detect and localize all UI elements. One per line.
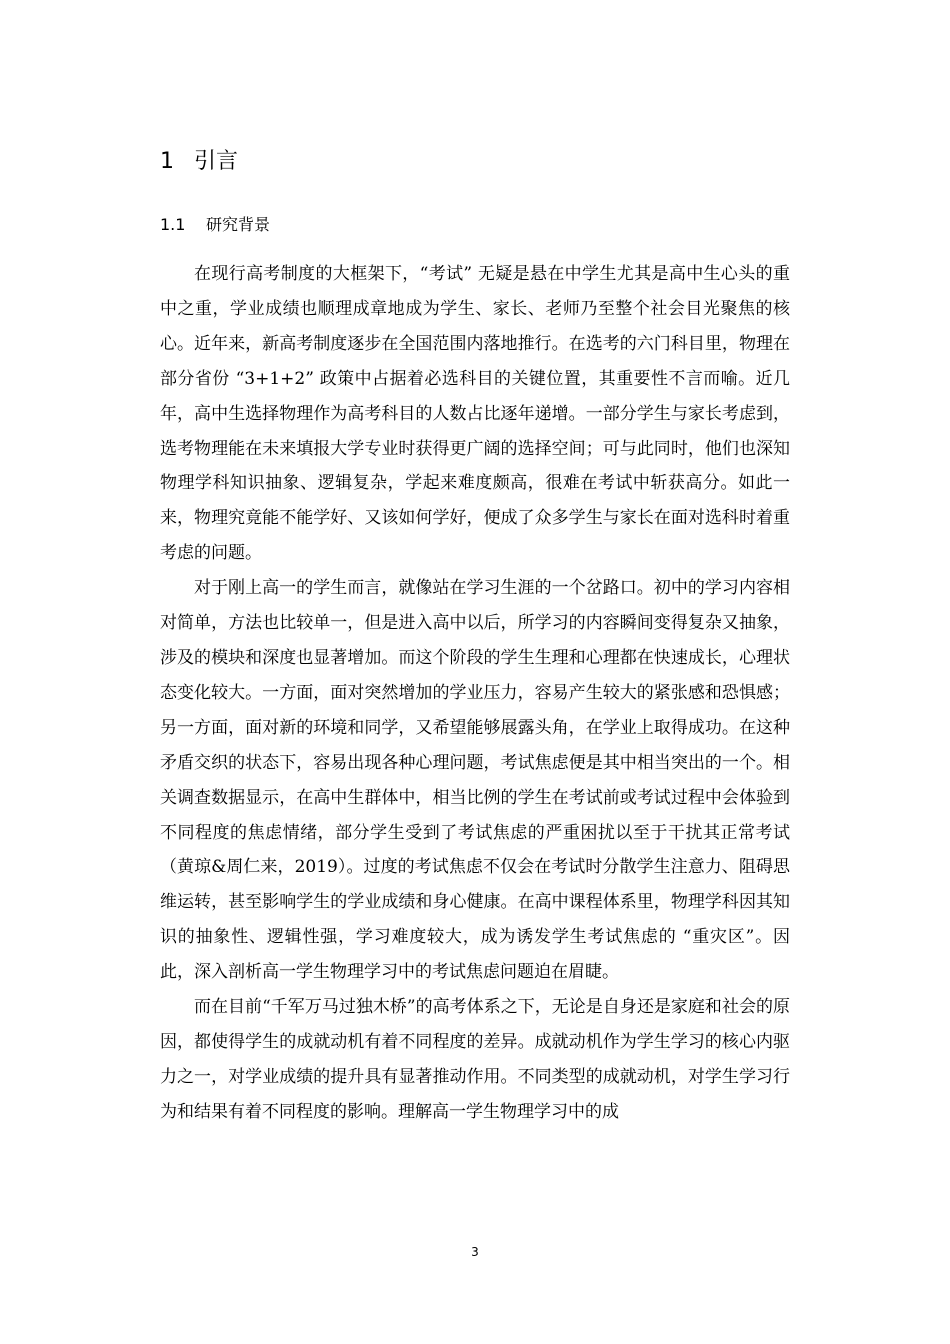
section-heading bbox=[160, 212, 270, 238]
chapter-heading bbox=[160, 146, 238, 178]
section-number: 1.1 bbox=[160, 215, 186, 234]
chapter-number: 1 bbox=[160, 149, 174, 174]
chapter-title: 引言 bbox=[194, 149, 239, 174]
paragraph: 而在目前“千军万马过独木桥”的高考体系之下，无论是自身还是家庭和社会的原因，都使得学生的成就动机有着不同程度的差异。成就动机作为学生学习的核心内驱力之一，对学业成绩的提升具有显著推动作用。不同类型的成就动机，对学生学习行为和结果有着不同程度的影响。理解高一学生物理学习中的成 bbox=[160, 997, 790, 1122]
page-number: 3 bbox=[471, 1245, 479, 1259]
paragraph: 在现行高考制度的大框架下，“考试” 无疑是悬在中学生尤其是高中生心头的重中之重，学业成绩也顺理成章地成为学生、家长、老师乃至整个社会目光聚焦的核心。近年来，新高考制度逐步在全国范围内落地推行。在选考的六门科目里，物理在部分省份 “3+1+2” 政策中占据着必选科目的关键位置，其重要性不言而喻。近几年，高中生选择物理作为高考科目的人数占比逐年递增。一部分学生与家长考虑到，选考物理能在未来填报大学专业时获得更广阔的选择空间；可与此同时，他们也深知物理学科知识抽象、逻辑复杂，学起来难度颇高，很难在考试中斩获高分。如此一来，物理究竟能不能学好、又该如何学好，便成了众多学生与家长在面对选科时着重考虑的问题。 bbox=[160, 264, 790, 564]
paragraph: 对于刚上高一的学生而言，就像站在学习生涯的一个岔路口。初中的学习内容相对简单，方法也比较单一，但是进入高中以后，所学习的内容瞬间变得复杂又抽象，涉及的模块和深度也显著增加。而这个阶段的学生生理和心理都在快速成长，心理状态变化较大。一方面，面对突然增加的学业压力，容易产生较大的紧张感和恐惧感；另一方面，面对新的环境和同学，又希望能够展露头角，在学业上取得成功。在这种矛盾交织的状态下，容易出现各种心理问题，考试焦虑便是其中相当突出的一个。相关调查数据显示，在高中生群体中，相当比例的学生在考试前或考试过程中会体验到不同程度的焦虑情绪，部分学生受到了考试焦虑的严重困扰以至于干扰其正常考试（黄琼&周仁来，2019）。过度的考试焦虑不仅会在考试时分散学生注意力、阻碍思维运转，甚至影响学生的学业成绩和身心健康。在高中课程体系里，物理学科因其知识的抽象性、逻辑性强，学习难度较大，成为诱发学生考试焦虑的 “重灾区”。因此，深入剖析高一学生物理学习中的考试焦虑问题迫在眉睫。 bbox=[160, 578, 790, 983]
section-title: 研究背景 bbox=[206, 215, 271, 234]
body-text bbox=[160, 257, 790, 1130]
